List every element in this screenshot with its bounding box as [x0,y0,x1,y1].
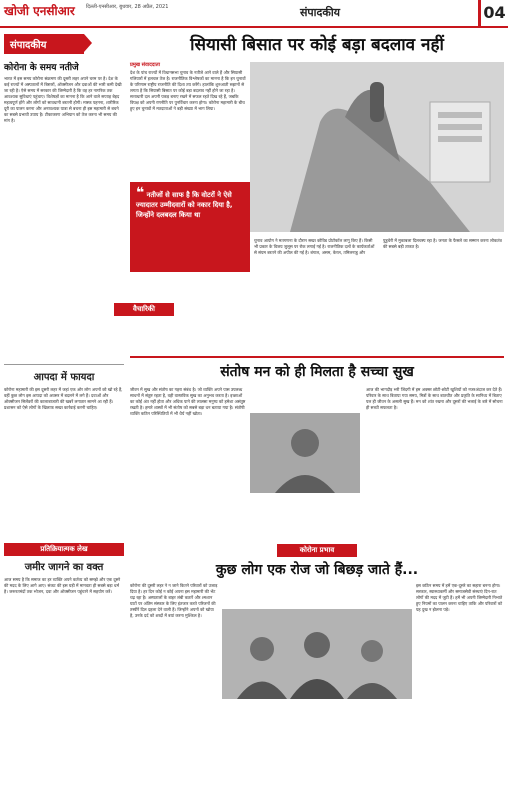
story3-body-continued: इस कठिन समय में हमें एक-दूसरे का सहारा बनना होगा। सरकार, स्वास्थ्यकर्मी और समाजसेवी संस्थाएं दिन-रात लोगों की मदद में जुटी हैं। हमें भी अपनी जिम्मेदारी निभाते हुए नियमों का पालन करना चाहिए ताकि और परिवारों को यह दुख न झेलना पड़े। [416,583,503,612]
story2-photo [250,413,360,493]
ballot-finger-image [250,62,504,232]
person-image [250,413,360,493]
page-number: 04 [478,0,508,26]
column-tag: प्रतिक्रियात्मक लेख [4,543,124,556]
story2-body: जीवन में सुख और संतोष का गहरा संबंध है। जो व्यक्ति अपने पास उपलब्ध साधनों में संतुष्ट रहता है, वही वास्तविक सुख का अनुभव करता है। इच्छाओं का कोई अंत नहीं होता और अधिक पाने की लालसा मनुष्य को हमेशा असंतुष्ट रखती है। हमारे शास्त्रों में भी संतोष को सबसे बड़ा धन बताया गया है। संतोषी व्यक्ति कठिन परिस्थितियों में भी धैर्य नहीं खोता। [130,387,246,416]
story3-photo [222,609,412,699]
section-tag: संपादकीय [4,34,84,54]
masthead-date: दिल्ली-एनसीआर, बुधवार, 28 अप्रैल, 2021 [86,4,169,10]
story2-tag: वैचारिकी [114,303,174,316]
column-headline: जमीर जागने का वक्त [24,562,104,573]
column-body: आज समय है कि समाज का हर व्यक्ति अपने कर्तव्य को समझे और एक दूसरे की मदद के लिए आगे आए। संकट की इस घड़ी में मानवता ही सबसे बड़ा धर्म है। जरूरतमंदों तक भोजन, दवा और ऑक्सीजन पहुंचाने में सहयोग करें। [4,577,121,594]
lead-body: देश के पांच राज्यों में विधानसभा चुनाव के नतीजे आने वाले हैं और सियासी गलियारों में हलचल तेज है। राजनीतिक विश्लेषकों का मानना है कि इन चुनावों के परिणाम राष्ट्रीय राजनीति की दिशा तय करेंगे। हालांकि शुरुआती रुझानों से लगता है कि सियासी बिसात पर कोई बड़ा बदलाव नहीं होने जा रहा है। सत्ताधारी दल अपनी पकड़ बनाए रखने में सफल रहते दिख रहे हैं, जबकि विपक्ष को अपनी रणनीति पर पुनर्विचार करना होगा। कोरोना महामारी के बीच हुए इन चुनावों में मतदाताओं ने बड़ी संख्या में भाग लिया। [130,70,246,111]
lead-body-continued: चुनाव आयोग ने मतगणना के दौरान सख्त कोविड प्रोटोकॉल लागू किए हैं। किसी भी प्रकार के विजय जुलूस पर रोक लगाई गई है। राजनीतिक दलों के कार्यकर्ताओं से संयम बरतने की अपील की गई है। बंगाल, असम, केरल, तमिलनाडु और पुडुचेरी में मुकाबला दिलचस्प रहा है। जनता के फैसले का सम्मान करना लोकतंत्र की सबसे बड़ी ताकत है। [254,238,502,255]
sub-headline: आपदा में फायदा [4,364,124,383]
masthead [0,0,508,28]
story3-headline: कुछ लोग एक रोज जो बिछड़ जाते हैं... [215,562,419,578]
main-content [130,34,504,796]
editorial-headline: कोरोना के समय नतीजे [4,63,79,73]
masthead-title: खोजी एनसीआर [4,4,75,18]
sub-body: कोरोना महामारी की इस दूसरी लहर में जहां एक ओर लोग अपनों को खो रहे हैं, वहीं कुछ लोग इस आपदा को अवसर में बदलने में लगे हैं। दवाओं और ऑक्सीजन सिलेंडरों की कालाबाजारी की खबरें लगातार सामने आ रही हैं। प्रशासन को ऐसे लोगों के खिलाफ सख्त कार्रवाई करनी चाहिए। [4,387,123,410]
story2-body-continued: आज की भागदौड़ भरी जिंदगी में हम अक्सर छोटी-छोटी खुशियों को नजरअंदाज कर देते हैं। परिवार के साथ बिताया गया समय, मित्रों के साथ बातचीत और प्रकृति के सानिध्य में बिताए पल ही जीवन के असली सुख हैं। मन को शांत रखना और दूसरों की भलाई के बारे में सोचना ही सच्ची सफलता है। [366,387,503,410]
story2 [130,387,504,542]
editorial-body: भारत में इस समय कोरोना संक्रमण की दूसरी लहर अपने चरम पर है। देश के कई राज्यों में अस्पतालों में बिस्तरों, ऑक्सीजन और दवाओं की भारी कमी देखी जा रही है। ऐसे समय में सरकार की जिम्मेदारी है कि वह हर नागरिक तक आवश्यक सुविधाएं पहुंचाए। विशेषज्ञों का मानना है कि आने वाले सप्ताह बेहद महत्वपूर्ण होंगे और लोगों को सावधानी बरतनी होगी। मास्क पहनना, शारीरिक दूरी का पालन करना और अनावश्यक यात्रा से बचना ही इस महामारी से बचने का सबसे प्रभावी उपाय है। टीकाकरण अभियान को तेज करना भी समय की मांग है। [4,76,122,123]
crowd-image [222,609,412,699]
lead-story [130,62,504,352]
pull-quote [130,182,250,272]
lead-byline: प्रमुख संवाददाता [130,62,160,68]
masthead-section: संपादकीय [300,6,341,19]
story3-body: कोरोना की दूसरी लहर ने न जाने कितने परिवारों को उजाड़ दिया है। हर दिन कोई न कोई अपना इस महामारी की भेंट चढ़ रहा है। अस्पतालों के बाहर लंबी कतारें और श्मशान घाटों पर अंतिम संस्कार के लिए इंतजार करते परिजनों की तस्वीरें दिल दहला देने वाली हैं। जिन्होंने अपनों को खोया है, उनके दर्द को शब्दों में बयां करना मुश्किल है। [130,583,218,618]
quote-mark-icon: ❝ [136,185,145,201]
pull-quote-text: नतीजों से साफ है कि वोटरों ने ऐसे ज्यादातर उम्मीदवारों को नकार दिया है, जिन्होंने दलबदल किया था [136,191,233,219]
story3-tag: कोरोना प्रभाव [277,544,357,557]
lead-headline: सियासी बिसात पर कोई बड़ा बदलाव नहीं [190,35,444,55]
left-column [4,34,124,796]
story3 [130,583,504,793]
lead-photo [250,62,504,232]
story2-headline: संतोष मन को ही मिलता है सच्चा सुख [130,356,504,381]
